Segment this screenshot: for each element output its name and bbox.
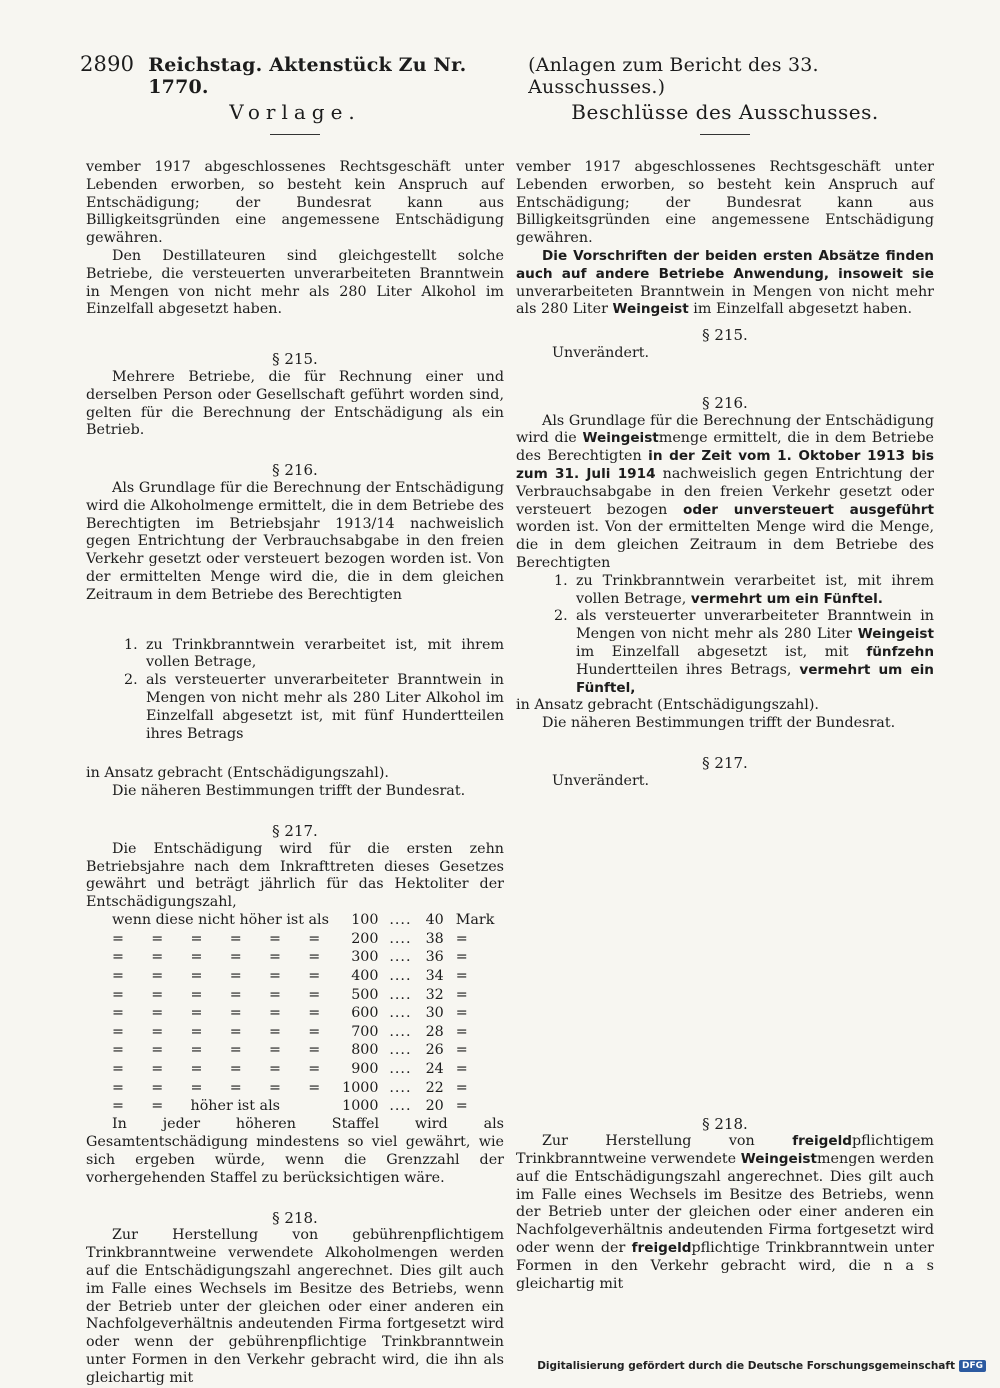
- paragraph-215: Mehrere Betriebe, die für Rechnung einer und derselben Person oder Gesellschaft geführt worden sind, gelten für die Berechnung der Entschädigung als ein Betrieb.: [86, 368, 504, 439]
- table-cell-vol: 300: [351, 949, 379, 966]
- table-cell-amount: 40: [425, 912, 444, 929]
- table-cell-label: = = höher ist als: [112, 1098, 280, 1115]
- table-cell-unit: Mark: [455, 912, 495, 929]
- section-216-heading: § 216.: [702, 393, 748, 412]
- table-cell-amount: 22: [425, 1079, 444, 1096]
- paragraph-217: Die Entschädigung wird für die ersten zehn Betriebsjahre nach dem Inkrafttreten dieses Gesetzes gewährt und beträgt jährlich für das Hektoliter der Entschädigungszahl,: [86, 840, 504, 911]
- paragraph-naehere: Die näheren Bestimmungen trifft der Bundesrat.: [542, 715, 896, 732]
- title-rule: [700, 134, 750, 135]
- table-cell-amount: 32: [425, 986, 444, 1003]
- table-cell-label: = = = = = =: [112, 1079, 321, 1096]
- table-cell-dots: ....: [389, 949, 412, 966]
- paragraph-vorschriften: Die Vorschriften der beiden ersten Absätze finden auch auf andere Betriebe Anwendung, insoweit sie unverarbeiteten Branntwein in Mengen von nicht mehr als 280 Liter Weingeist im Einzelfall abgesetzt haben.: [516, 247, 934, 318]
- paragraph-218: Zur Herstellung von gebührenpflichtigem Trinkbranntweine verwendete Alkoholmengen werden auf die Entschädigungszahl angerechnet. Dies gilt auch im Falle eines Wechsels im Besitze des Betriebs, wenn der Betrieb unter der gleichen oder einer anderen ein Nachfolgeverhältnis andeutenden Firma fortgesetzt wird oder wenn der gebührenpflichtige Trinkbranntwein unter Formen in den Verkehr gebracht wird, die ihn als gleichartig mit: [86, 1227, 504, 1386]
- table-cell-dots: ....: [389, 1079, 412, 1096]
- paragraph-216: Als Grundlage für die Berechnung der Entschädigung wird die Weingeistmenge ermittelt, die in dem Betriebe des Berechtigten in der Zeit vom 1. Oktober 1913 bis zum 31. Juli 1914 nachweislich gegen Entrichtung der Verbrauchsabgabe in den freien Verkehr gesetzt oder versteuert bezogen oder unversteuert ausgeführt worden ist. Von der ermittelten Menge wird die Menge, die in dem gleichen Zeitraum in dem Betriebe des Berechtigten: [516, 412, 935, 571]
- footer-text: Digitalisierung gefördert durch die Deutsche Forschungsgemeinschaft: [537, 1360, 955, 1372]
- table-cell-unit: =: [455, 1042, 468, 1059]
- list-item: 1. zu Trinkbranntwein verarbeitet ist, mit ihrem vollen Betrage, vermehrt um ein Fünftel.: [554, 572, 934, 607]
- table-cell-label: = = = = = =: [112, 930, 321, 947]
- unchanged-217: Unverändert.: [552, 772, 650, 789]
- table-cell-amount: 30: [425, 1005, 444, 1022]
- paragraph-naehere: Die näheren Bestimmungen trifft der Bundesrat.: [112, 783, 466, 800]
- table-cell-vol: 1000: [342, 1098, 379, 1115]
- table-cell-label: wenn diese nicht höher ist als: [112, 912, 329, 929]
- table-cell-dots: ....: [389, 1061, 412, 1078]
- table-cell-unit: =: [455, 930, 468, 947]
- paragraph-staffel: In jeder höheren Staffel wird als Gesamtentschädigung mindestens so viel gewährt, wie sich ergeben würde, wenn die Grenzzahl der vorhergehenden Staffel zu berücksichtigen wäre.: [86, 1116, 504, 1186]
- table-row: [112, 1079, 504, 1098]
- table-cell-dots: ....: [389, 1023, 412, 1040]
- section-218-heading: § 218.: [272, 1208, 318, 1227]
- title-rule: [270, 134, 320, 135]
- table-cell-unit: =: [455, 1061, 468, 1078]
- table-cell-vol: 200: [351, 930, 379, 947]
- section-218-heading: § 218.: [702, 1114, 748, 1133]
- paragraph-218: Zur Herstellung von freigeldpflichtigem Trinkbranntweine verwendete Weingeistmengen werden auf die Entschädigungszahl angerechnet. Dies gilt auch im Falle eines Wechsels im Besitze des Betriebs, wenn der Betrieb unter der gleichen oder einer anderen ein Nachfolgeverhältnis andeutenden Firma fortgesetzt wird oder wenn der freigeldpflichtige Trinkbranntwein unter Formen in den Verkehr gebracht wird, die n a s gleichartig mit: [516, 1133, 934, 1292]
- list-item: 2. als versteuerter unverarbeiteter Branntwein in Mengen von nicht mehr als 280 Liter Alkohol im Einzelfall abgesetzt ist, mit fünf Hundertteilen ihres Betrags: [124, 672, 504, 742]
- table-cell-amount: 26: [425, 1042, 444, 1059]
- section-215-heading: § 215.: [702, 326, 748, 345]
- compensation-scale-table: [112, 912, 504, 1117]
- table-cell-vol: 800: [351, 1042, 379, 1059]
- table-cell-vol: 400: [351, 968, 379, 985]
- table-cell-vol: 600: [351, 1005, 379, 1022]
- table-cell-label: = = = = = =: [112, 1042, 321, 1059]
- table-cell-label: = = = = = =: [112, 968, 321, 985]
- table-row: [112, 1023, 504, 1042]
- table-cell-unit: =: [455, 986, 468, 1003]
- table-cell-unit: =: [455, 1023, 468, 1040]
- table-cell-amount: 36: [425, 949, 444, 966]
- table-cell-dots: ....: [389, 930, 412, 947]
- table-cell-vol: 100: [351, 912, 379, 929]
- section-217-heading: § 217.: [702, 753, 748, 772]
- table-cell-label: = = = = = =: [112, 1061, 321, 1078]
- page-number: 2890: [80, 52, 135, 76]
- table-row: [112, 912, 504, 931]
- table-cell-vol: 700: [351, 1023, 379, 1040]
- list-item: 1. zu Trinkbranntwein verarbeitet ist, mit ihrem vollen Betrage,: [124, 636, 504, 671]
- table-cell-label: = = = = = =: [112, 1023, 321, 1040]
- paragraph-216: Als Grundlage für die Berechnung der Entschädigung wird die Alkoholmenge ermittelt, die in dem Betriebe des Berechtigten im Betriebsjahr 1913/14 nachweislich gegen Entrichtung der Verbrauchsabgabe in den freien Verkehr gesetzt oder versteuert bezogen worden ist. Von der ermittelten Menge wird die, die in dem gleichen Zeitraum in dem Betriebe des Berechtigten: [86, 479, 504, 603]
- paragraph-ansatz: in Ansatz gebracht (Entschädigungszahl).: [516, 697, 819, 714]
- table-cell-label: = = = = = =: [112, 949, 321, 966]
- paragraph-destillateure: Den Destillateuren sind gleichgestellt solche Betriebe, die versteuerten unverarbeiteten Branntwein in Mengen von nicht mehr als 280 Liter Alkohol im Einzelfall abgesetzt haben.: [86, 247, 504, 318]
- unchanged-215: Unverändert.: [552, 344, 650, 361]
- paragraph-continuation: vember 1917 abgeschlossenes Rechtsgeschäft unter Lebenden erworben, so besteht kein Anspruch auf Entschädigung; der Bundesrat kann aus Billigkeitsgründen eine angemessene Entschädigung gewähren.: [516, 159, 934, 247]
- table-cell-dots: ....: [389, 1042, 412, 1059]
- table-cell-vol: 500: [351, 986, 379, 1003]
- table-cell-dots: ....: [389, 1005, 412, 1022]
- table-cell-unit: =: [455, 1079, 468, 1096]
- annex-title: (Anlagen zum Bericht des 33. Ausschusses.): [528, 54, 819, 98]
- table-cell-unit: =: [455, 968, 468, 985]
- table-row: [112, 968, 504, 987]
- page-header: [80, 52, 940, 98]
- table-cell-unit: =: [455, 949, 468, 966]
- table-cell-amount: 20: [425, 1098, 444, 1115]
- document-title: Reichstag. Aktenstück Zu Nr. 1770.: [148, 54, 467, 98]
- table-cell-amount: 34: [425, 968, 444, 985]
- table-cell-label: = = = = = =: [112, 986, 321, 1003]
- dfg-logo: DFG: [959, 1360, 986, 1372]
- list-216-items: [86, 637, 504, 744]
- table-cell-dots: ....: [389, 968, 412, 985]
- table-cell-amount: 28: [425, 1023, 444, 1040]
- table-cell-unit: =: [455, 1005, 468, 1022]
- column-title-beschluesse: Beschlüsse des Ausschusses.: [571, 100, 879, 124]
- table-cell-amount: 24: [425, 1061, 444, 1078]
- table-cell-vol: 900: [351, 1061, 379, 1078]
- section-217-heading: § 217.: [272, 821, 318, 840]
- table-cell-amount: 38: [425, 930, 444, 947]
- table-row: [112, 1098, 504, 1117]
- footer-credit: [537, 1360, 986, 1372]
- paragraph-ansatz: in Ansatz gebracht (Entschädigungszahl).: [86, 765, 389, 782]
- list-item: 2. als versteuerter unverarbeiteter Branntwein in Mengen von nicht mehr als 280 Liter Weingeist im Einzelfall abgesetzt ist, mit fünfzehn Hundertteilen ihres Betrags, vermehrt um ein Fünftel,: [554, 608, 934, 696]
- section-216-heading: § 216.: [272, 461, 318, 480]
- column-vorlage: [86, 100, 504, 1388]
- table-cell-label: = = = = = =: [112, 1005, 321, 1022]
- table-cell-dots: ....: [389, 912, 412, 929]
- table-cell-dots: ....: [389, 986, 412, 1003]
- table-row: [112, 1005, 504, 1024]
- table-cell-unit: =: [455, 1098, 468, 1115]
- list-216-items: [516, 573, 934, 698]
- table-row: [112, 1042, 504, 1061]
- section-215-heading: § 215.: [272, 350, 318, 369]
- table-row: [112, 949, 504, 968]
- table-cell-dots: ....: [389, 1098, 412, 1115]
- paragraph-continuation: vember 1917 abgeschlossenes Rechtsgeschäft unter Lebenden erworben, so besteht kein Anspruch auf Entschädigung; der Bundesrat kann aus Billigkeitsgründen eine angemessene Entschädigung gewähren.: [86, 159, 504, 247]
- table-row: [112, 930, 504, 949]
- table-cell-vol: 1000: [342, 1079, 379, 1096]
- table-row: [112, 986, 504, 1005]
- column-beschluesse: [516, 100, 934, 1293]
- column-title-vorlage: Vorlage.: [229, 100, 361, 124]
- table-row: [112, 1061, 504, 1080]
